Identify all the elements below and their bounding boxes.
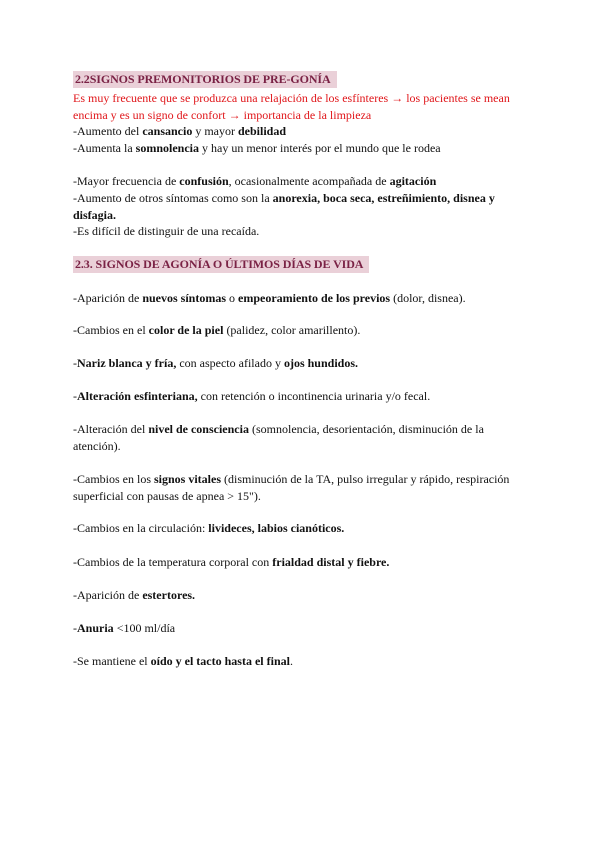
list-item — [73, 355, 358, 372]
item-text: (palidez, color amarillento). — [223, 323, 361, 337]
item-bold: Nariz blanca y fría, — [77, 356, 177, 370]
item-text: -Mayor frecuencia de — [73, 174, 180, 188]
item-bold: cansancio — [142, 124, 193, 138]
item-bold: agitación — [389, 174, 437, 188]
section-heading-agony — [73, 256, 369, 273]
item-text: -Aparición de — [73, 291, 143, 305]
list-item — [73, 587, 195, 604]
list-item — [73, 190, 513, 224]
item-bold: confusión — [179, 174, 229, 188]
list-item — [73, 620, 175, 637]
item-text: -Alteración del — [73, 422, 149, 436]
item-text: <100 ml/día — [113, 621, 176, 635]
item-bold: Alteración esfinteriana, — [77, 389, 198, 403]
item-text: - — [73, 389, 77, 403]
item-text: -Cambios de la temperatura corporal con — [73, 555, 273, 569]
item-text: (disminución de la TA, pulso irregular y rápido, respiración superficial con pausas de apnea > 15"). — [73, 472, 510, 503]
list-item — [73, 123, 286, 140]
item-bold: somnolencia — [135, 141, 199, 155]
item-bold: nuevos síntomas — [142, 291, 226, 305]
item-text: -Aumento de otros síntomas como son la — [73, 191, 273, 205]
item-text: . — [289, 654, 293, 668]
item-bold: livideces, labios cianóticos. — [208, 521, 345, 535]
list-item — [73, 653, 293, 670]
item-bold: estertores. — [142, 588, 196, 602]
item-bold: Anuria — [77, 621, 114, 635]
item-text: -Aparición de — [73, 588, 143, 602]
item-text: y hay un menor interés por el mundo que le rodea — [199, 141, 441, 155]
item-bold: oído y el tacto hasta el final — [150, 654, 290, 668]
item-text: -Cambios en la circulación: — [73, 521, 209, 535]
list-item — [73, 223, 259, 240]
item-bold: anorexia, boca seca, estreñimiento, disnea y disfagia. — [73, 191, 495, 222]
item-text: (dolor, disnea). — [390, 291, 466, 305]
list-item — [73, 322, 360, 339]
item-text: -Aumenta la — [73, 141, 136, 155]
intro-paragraph: Es muy frecuente que se produzca una relajación de los esfínteres → los pacientes se mean encima y es un signo de confort → importancia de la limpieza — [73, 91, 510, 122]
item-text: (somnolencia, desorientación, disminución de la atención). — [73, 422, 484, 453]
item-text: -Aumento del — [73, 124, 143, 138]
list-item — [73, 421, 533, 455]
item-text: -Cambios en los — [73, 472, 154, 486]
item-bold: ojos hundidos. — [283, 356, 358, 370]
list-item — [73, 388, 430, 405]
item-bold: debilidad — [238, 124, 287, 138]
item-text: - — [73, 621, 77, 635]
item-bold: empeoramiento de los previos — [238, 291, 391, 305]
item-bold: frialdad distal y fiebre. — [272, 555, 390, 569]
list-item — [73, 520, 344, 537]
item-text: - — [73, 356, 77, 370]
item-text: y mayor — [192, 124, 238, 138]
item-bold: nivel de consciencia — [148, 422, 249, 436]
heading-text: 2.3. SIGNOS DE AGONÍA O ÚLTIMOS DÍAS DE VIDA — [73, 256, 369, 273]
list-item — [73, 554, 389, 571]
item-text: -Se mantiene el — [73, 654, 151, 668]
list-item — [73, 140, 441, 157]
item-text: con aspecto afilado y — [176, 356, 284, 370]
item-text: -Cambios en el — [73, 323, 149, 337]
list-item — [73, 290, 543, 307]
item-text: con retención o incontinencia urinaria y/o fecal. — [197, 389, 431, 403]
list-item — [73, 471, 533, 505]
item-bold: signos vitales — [154, 472, 222, 486]
section-heading-premonitory — [73, 71, 337, 88]
item-text: -Es difícil de distinguir de una recaída. — [73, 224, 260, 238]
list-item — [73, 173, 436, 190]
item-text: o — [226, 291, 238, 305]
heading-text: 2.2SIGNOS PREMONITORIOS DE PRE-GONÍA — [73, 71, 337, 88]
item-bold: color de la piel — [148, 323, 224, 337]
item-text: , ocasionalmente acompañada de — [228, 174, 390, 188]
